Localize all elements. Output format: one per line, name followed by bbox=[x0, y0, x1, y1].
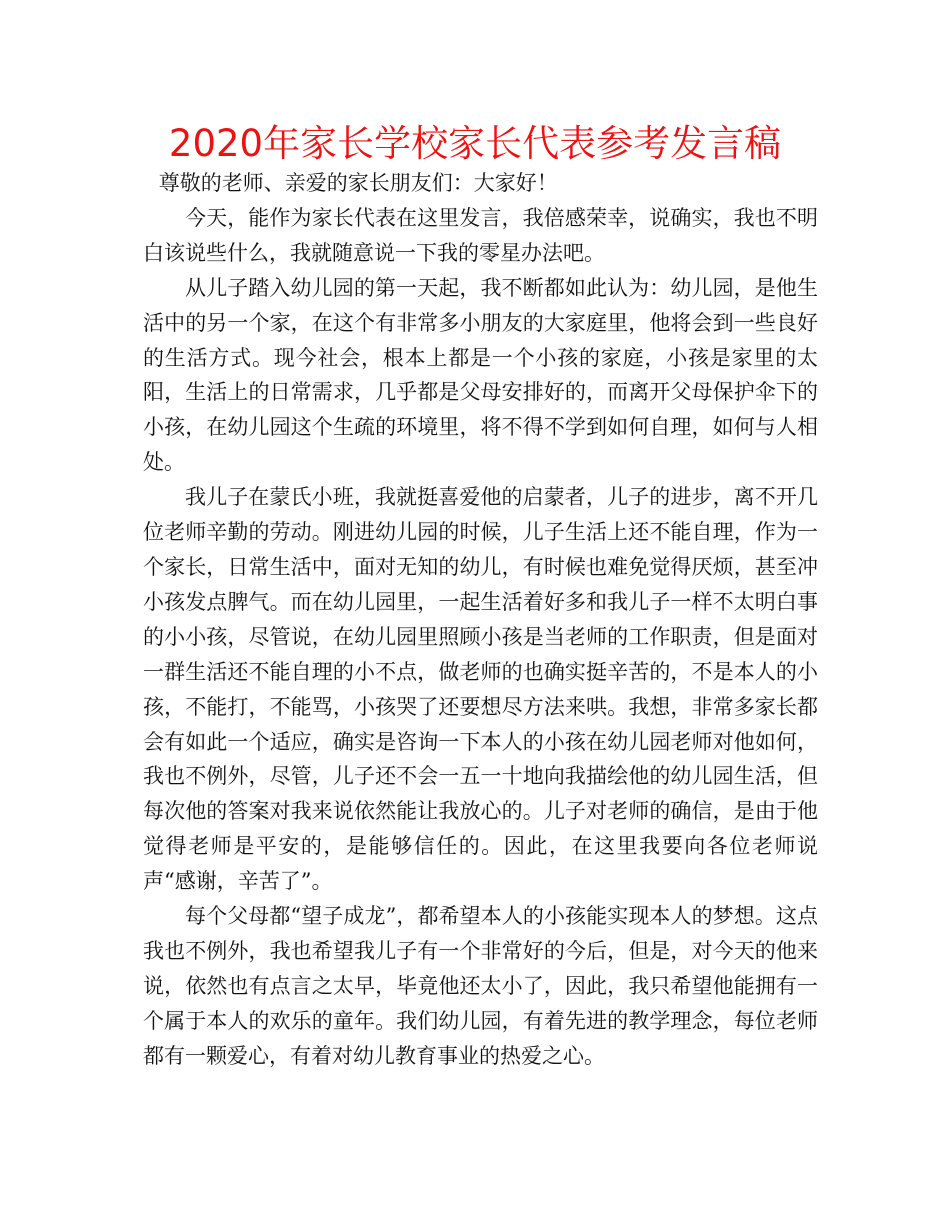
document-title: 2020年家长学校家长代表参考发言稿 bbox=[168, 122, 782, 165]
document-body bbox=[143, 166, 818, 1074]
greeting-paragraph: 尊敬的老师、亲爱的家长朋友们：大家好！ bbox=[158, 171, 558, 195]
body-paragraph-4: 每个父母都“望子成龙”，都希望本人的小孩能实现本人的梦想。这点我也不例外，我也希望我儿子有一个非常好的今后，但是，对今天的他来说，依然也有点言之太早，毕竟他还太小了，因此，我只希望他能拥有一个属于本人的欢乐的童年。我们幼儿园，有着先进的教学理念，每位老师都有一颗爱心，有着对幼儿教育事业的热爱之心。 bbox=[143, 904, 818, 1068]
body-paragraph-2: 从儿子踏入幼儿园的第一天起，我不断都如此认为：幼儿园，是他生活中的另一个家，在这个有非常多小朋友的大家庭里，他将会到一些良好的生活方式。现今社会，根本上都是一个小孩的家庭，小孩是家里的太阳，生活上的日常需求，几乎都是父母安排好的，而离开父母保护伞下的小孩，在幼儿园这个生疏的环境里，将不得不学到如何自理，如何与人相处。 bbox=[143, 275, 818, 475]
body-paragraph-3: 我儿子在蒙氏小班，我就挺喜爱他的启蒙者，儿子的进步，离不开几位老师辛勤的劳动。刚进幼儿园的时候，儿子生活上还不能自理，作为一个家长，日常生活中，面对无知的幼儿，有时候也难免觉得厌烦，甚至冲小孩发点脾气。而在幼儿园里，一起生活着好多和我儿子一样不太明白事的小小孩，尽管说，在幼儿园里照顾小孩是当老师的工作职责，但是面对一群生活还不能自理的小不点，做老师的也确实挺辛苦的，不是本人的小孩，不能打，不能骂，小孩哭了还要想尽方法来哄。我想，非常多家长都会有如此一个适应，确实是咨询一下本人的小孩在幼儿园老师对他如何，我也不例外，尽管，儿子还不会一五一十地向我描绘他的幼儿园生活，但每次他的答案对我来说依然能让我放心的。儿子对老师的确信，是由于他觉得老师是平安的，是能够信任的。因此，在这里我要向各位老师说声“感谢，辛苦了”。 bbox=[143, 485, 818, 894]
body-paragraph-1: 今天，能作为家长代表在这里发言，我倍感荣幸，说确实，我也不明白该说些什么，我就随意说一下我的零星办法吧。 bbox=[143, 205, 818, 265]
